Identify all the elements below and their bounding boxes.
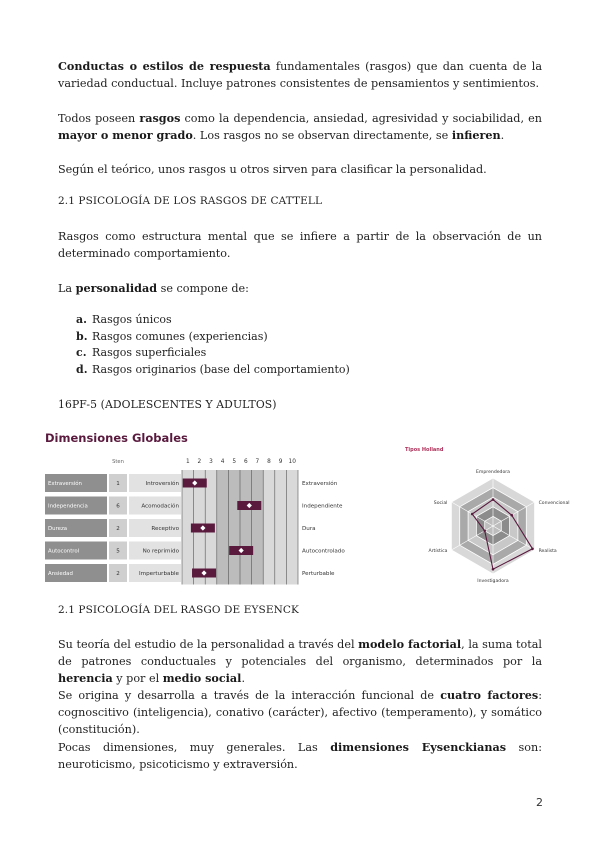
bold-term: modelo factorial — [358, 637, 462, 651]
dimensiones-globales-figure — [45, 430, 570, 588]
text-span: como la dependencia, ansiedad, agresividad y sociabilidad, en — [180, 112, 542, 125]
scale-tick-label: 5 — [232, 459, 237, 465]
bold-term: mayor o menor grado — [58, 128, 193, 142]
bold-term: herencia — [58, 671, 113, 685]
scale-tick-label: 10 — [288, 459, 296, 465]
list-text: Rasgos comunes (experiencias) — [92, 329, 268, 343]
scale-tick-label: 6 — [243, 459, 248, 465]
left-descriptor: Imperturbable — [139, 571, 179, 577]
list-text: Rasgos superficiales — [92, 346, 207, 359]
right-descriptor: Extraversión — [302, 481, 338, 487]
right-descriptor: Dura — [302, 526, 316, 532]
sten-value: 6 — [116, 503, 120, 510]
radar-axis-label: Investigadora — [477, 579, 509, 584]
text-span: se compone de: — [157, 282, 249, 295]
scale-tick-label: 1 — [185, 459, 190, 465]
text-span: Pocas dimensiones, muy generales. Las — [58, 741, 331, 754]
paragraph-modelo-factorial — [58, 636, 542, 687]
bold-term: medio social — [162, 671, 242, 685]
radar-axis-label: Realista — [538, 549, 557, 554]
radar-point — [510, 514, 513, 517]
factor-name: Ansiedad — [48, 571, 73, 577]
scale-tick-label: 4 — [220, 459, 225, 465]
paragraph-estructura-mental: Rasgos como estructura mental que se infiere a partir de la observación de un determinado comportamiento. — [58, 230, 542, 260]
paragraph-teorico: Según el teórico, unos rasgos u otros sirven para clasificar la personalidad. — [58, 163, 487, 176]
list-marker: a. — [76, 313, 87, 326]
test-label-16pf: 16PF-5 (ADOLESCENTES Y ADULTOS) — [58, 398, 277, 411]
text-span: . — [500, 129, 505, 142]
text-span: . — [241, 672, 245, 685]
scale-tick-label: 2 — [197, 459, 202, 465]
factor-name: Autocontrol — [48, 548, 80, 555]
bold-term: rasgos — [139, 111, 181, 125]
list-text: Rasgos originarios (base del comportamiento) — [92, 362, 350, 376]
radar-point — [492, 498, 495, 501]
section-heading-eysenck: 2.1 PSICOLOGÍA DEL RASGO DE EYSENCK — [58, 604, 299, 616]
page-number: 2 — [536, 796, 543, 809]
radar-point — [492, 568, 495, 571]
factor-name: Dureza — [48, 526, 68, 532]
sten-value: 5 — [116, 548, 120, 555]
left-descriptor: Receptivo — [151, 526, 179, 532]
scale-tick-label: 3 — [209, 459, 213, 465]
right-descriptor: Autocontrolado — [302, 548, 345, 555]
left-descriptor: No reprimido — [142, 548, 179, 555]
figure-graphic — [45, 430, 570, 588]
bold-term: personalidad — [75, 281, 158, 295]
rasgos-list — [76, 312, 350, 378]
text-span: Se origina y desarrolla a través de la interacción funcional de — [58, 689, 441, 702]
paragraph-rasgos-todos — [58, 110, 542, 144]
text-span: Su teoría del estudio de la personalidad a través del — [58, 638, 359, 651]
paragraph-rasgos-definicion — [58, 58, 542, 92]
right-descriptor: Independiente — [302, 503, 343, 510]
list-text: Rasgos únicos — [92, 313, 172, 326]
list-item — [76, 362, 350, 379]
radar-axis-label: Emprendedora — [476, 470, 510, 475]
bold-term: infieren — [451, 128, 501, 142]
left-descriptor: Introversión — [145, 481, 179, 487]
bold-term: Conductas o estilos de respuesta — [58, 59, 271, 73]
list-marker: b. — [76, 329, 88, 343]
profile-chart — [45, 459, 345, 585]
scale-tick-label: 8 — [267, 459, 271, 465]
text-span: : cognoscitivo (inteligencia), conativo (carácter), afectivo (temperamento), y somático (constitución). — [58, 689, 542, 736]
text-span: y por el — [112, 672, 163, 685]
radar-point — [483, 530, 486, 533]
factor-name: Extraversión — [48, 481, 82, 487]
radar-axis-label: Social — [433, 501, 448, 506]
right-descriptor: Perturbable — [302, 571, 335, 577]
scale-tick-label: 7 — [255, 459, 260, 465]
left-descriptor: Acomodación — [141, 503, 179, 510]
bold-term: dimensiones Eysenckianas — [330, 740, 507, 754]
radar-axis-label: Artística — [428, 549, 448, 554]
sten-value: 2 — [116, 571, 120, 577]
radar-point — [531, 548, 534, 551]
sten-header: Sten — [112, 459, 124, 465]
bold-term: cuatro factores — [440, 688, 539, 702]
radar-axis-label: Convencional — [538, 501, 570, 506]
list-item — [76, 312, 350, 329]
figure-title: Dimensiones Globales — [45, 431, 188, 445]
paragraph-personalidad — [58, 280, 542, 297]
section-heading-cattell: 2.1 PSICOLOGÍA DE LOS RASGOS DE CATTELL — [58, 195, 323, 207]
list-marker: d. — [76, 362, 88, 376]
list-item — [76, 329, 350, 346]
paragraph-cuatro-factores — [58, 687, 542, 738]
text-span: , la suma total de patrones conductuales y potenciales del organismo, determinados por la — [58, 638, 542, 668]
text-span: son: neuroticismo, psicoticismo y extraversión. — [58, 741, 542, 771]
radar-point — [471, 513, 474, 516]
text-span: La — [58, 282, 76, 295]
text-span: Todos poseen — [58, 112, 140, 125]
sten-value: 2 — [116, 526, 120, 532]
scale-tick-label: 9 — [278, 459, 283, 465]
list-item — [76, 345, 350, 362]
sten-value: 1 — [116, 481, 120, 487]
text-span: fundamentales (rasgos) que dan cuenta de la variedad conductual. Incluye patrones consistentes de pensamientos y sentimientos. — [58, 60, 542, 90]
text-span: . Los rasgos no se observan directamente, se — [192, 129, 452, 142]
list-marker: c. — [76, 346, 87, 359]
radar-title: Tipos Holland — [405, 447, 444, 453]
factor-name: Independencia — [48, 503, 88, 510]
paragraph-dimensiones — [58, 739, 542, 773]
holland-radar — [405, 447, 570, 584]
